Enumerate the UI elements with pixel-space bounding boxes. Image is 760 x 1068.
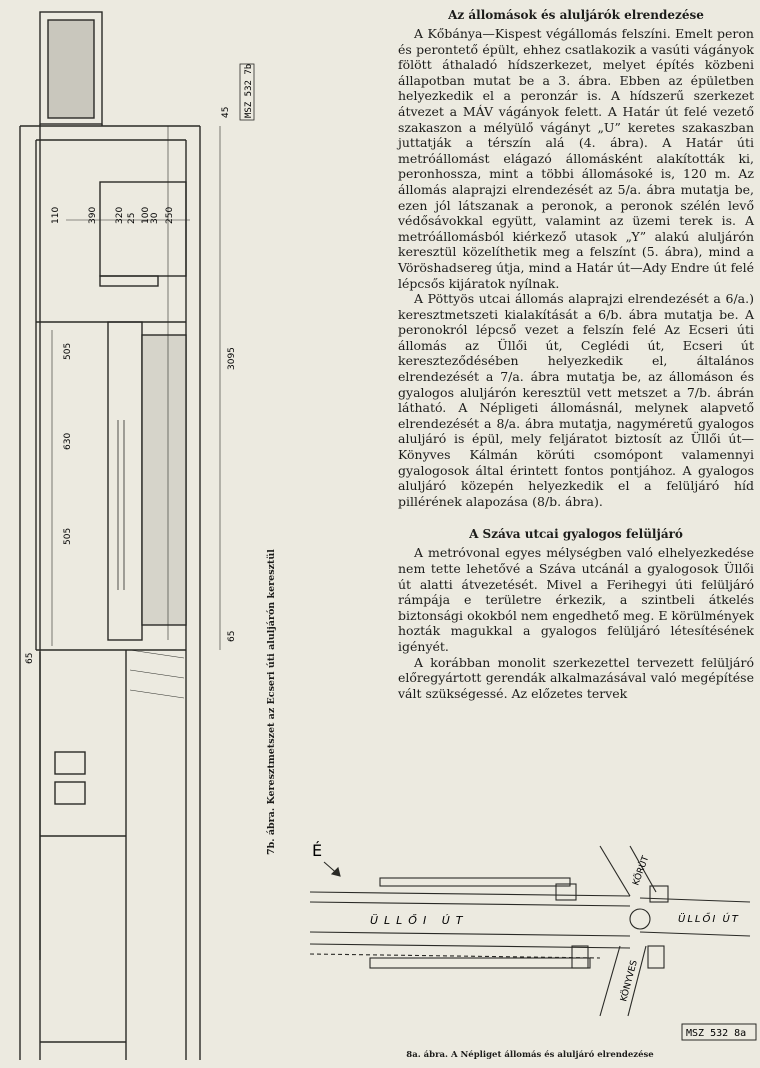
figure-8a-caption: 8a. ábra. A Népliget állomás és aluljáró elrendezése	[406, 1050, 654, 1060]
north-label: É	[312, 841, 323, 860]
dim-65-left: 65	[25, 652, 35, 664]
dim-630: 630	[63, 432, 73, 450]
figure-7b-drawing	[0, 0, 290, 1068]
street-label-ulloi-left: ÜLLŐI ÚT	[370, 914, 469, 927]
dim-320: 320	[115, 206, 125, 224]
figure-8a-map	[300, 826, 760, 1046]
dim-65-right: 65	[227, 630, 237, 642]
street-label-ulloi-right: ÜLLŐI ÚT	[678, 914, 740, 925]
dim-100: 100	[141, 206, 151, 224]
dim-505-lower: 505	[63, 527, 73, 545]
dim-30: 30	[150, 212, 160, 224]
article-column	[398, 4, 754, 701]
section-heading-stations: Az állomások és aluljárók elrendezése	[448, 8, 704, 22]
figure-8a-stamp: MSZ 532 8a	[686, 1028, 747, 1039]
figure-7b-caption: 7b. ábra. Keresztmetszet az Ecseri úti aluljárón keresztül	[266, 549, 277, 855]
paragraph-szava-2: A korábban monolit szerkezettel tervezett felüljáró előregyártott gerendák alkalmazásával való megépítése vált szükségessé. Az előzetes tervek	[398, 654, 754, 701]
street-label-korut: KÖRÚT	[631, 854, 652, 888]
dim-390: 390	[88, 206, 98, 224]
street-label-konyves: KÖNYVES	[619, 959, 640, 1003]
dim-45: 45	[221, 106, 231, 118]
dim-110: 110	[51, 206, 61, 224]
figure-7b-stamp: MSZ 532 7b	[244, 63, 254, 118]
dim-505-upper: 505	[63, 342, 73, 360]
paragraph-stations-2: A Pöttyös utcai állomás alaprajzi elrendezését a 6/a.) keresztmetszeti kialakítását a 6/b. ábra mutatja be. A peronokról lépcső vezet a felszín felé Az Ecseri úti állomás az Üllői út, Ceglédi út, Ecseri út kereszteződésében helyezkedik el, általános elrendezését a 7/a. ábra mutatja be, az állomáson és gyalogos aluljárón keresztül vett metszet a 7/b. ábrán látható. A Népligeti állomásnál, melynek alapvető elrendezését a 8/a. ábra mutatja, nagyméretű gyalogos aluljáró is épül, mely feljáratot biztosít az Üllői út—Könyves Kálmán körúti csomópont valamennyi gyalogosok által érintett fontos pontjához. A gyalogos aluljáró közepén helyezkedik el a felüljáró híd pillérének alapozása (8/b. ábra).	[398, 291, 754, 509]
paragraph-stations-1: A Kőbánya—Kispest végállomás felszíni. Emelt peron és perontető épült, ehhez csatlakozik a vasúti vágányok fölött áthaladó hídszerkezet, melyet építés közbeni állapotban mutat be a 3. ábra. Ebben az épületben helyezkedik el a peronzár is. A hídszerű szerkezet átvezet a MÁV vágányok felett. A Határ út felé vezető szakaszon a mélyülő vágányt „U” keretes szakaszban juttatják a térszín alá (4. ábra). A Határ úti metróállomást elágazó állomásként alakították ki, peronhossza, mint a többi állomásoké is, 120 m. Az állomás alaprajzi elrendezését az 5/a. ábra mutatja be, ezen jól látszanak a peronok, a peronok szélén levő védősávokkal együtt, valamint az üzemi terek is. A metróállomásból kiérkező utasok „Y” alakú aluljárón keresztül közelíthetik meg a felszínt (5. ábra), mind a Vöröshadsereg útja, mind a Határ út—Ady Endre út felé lépcsős kijáratok nyílnak.	[398, 26, 754, 291]
section-heading-szava: A Száva utcai gyalogos felüljáró	[469, 527, 683, 542]
dim-250: 250	[165, 206, 175, 224]
paragraph-szava-1: A metróvonal egyes mélységben való elhelyezkedése nem tette lehetővé a Száva utcánál a gyalogosok Üllői út alatti átvezetését. Mivel a Ferihegyi úti felüljáró rámpája e területre érkezik, a szintbeli átkelés biztonsági okokból nem engedhető meg. E körülmények hozták magukkal a gyalogos felüljáró létesítésének igényét.	[398, 545, 754, 654]
dim-25: 25	[127, 212, 137, 224]
dim-3095: 3095	[227, 347, 237, 370]
